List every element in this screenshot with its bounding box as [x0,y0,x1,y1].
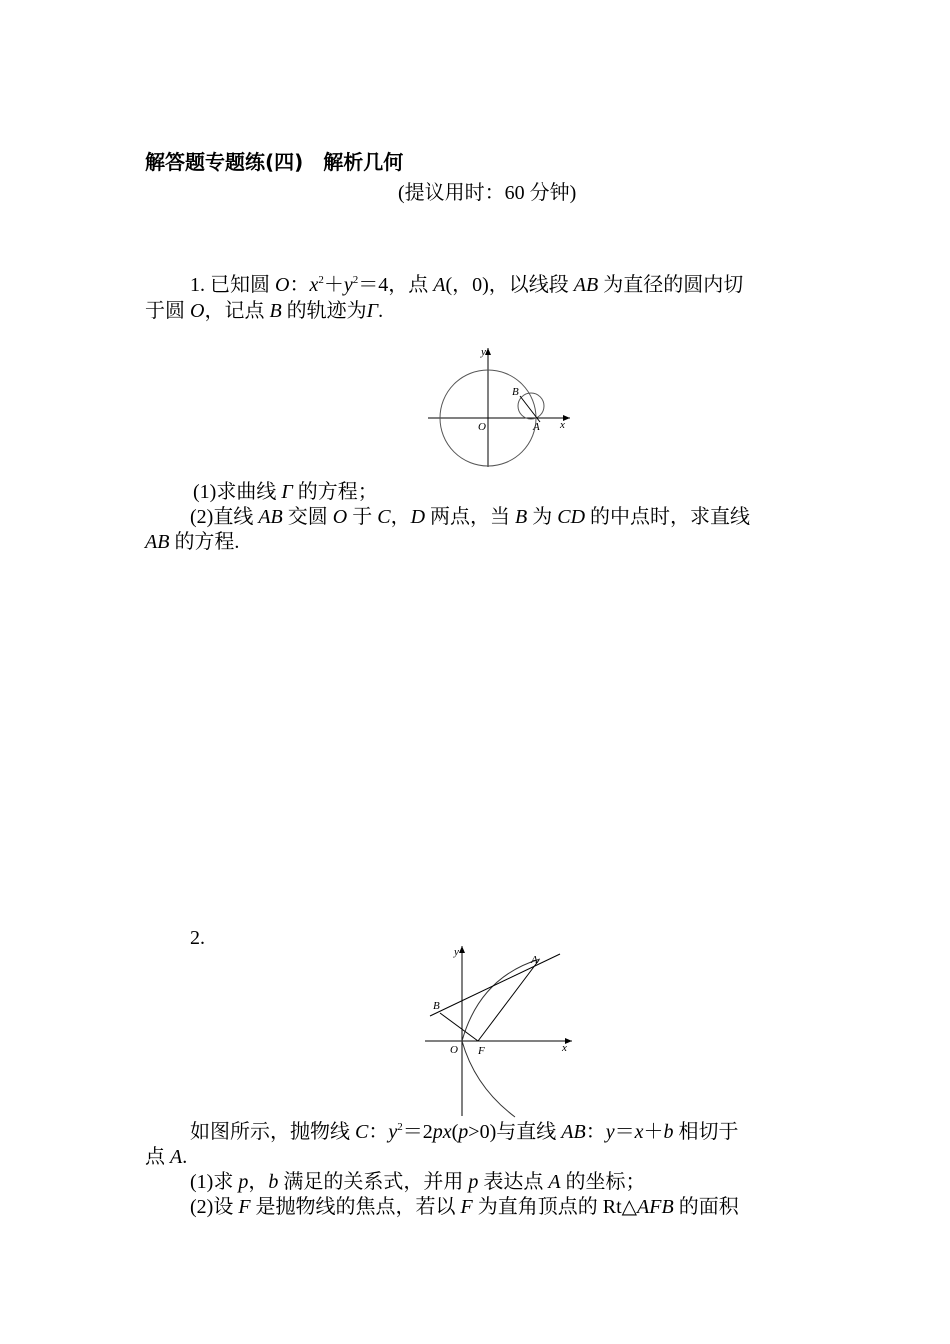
problem1-q1: (1)求曲线 Γ 的方程； [193,481,378,503]
problem1-q2-line1: (2)直线 AB 交圆 O 于 C，D 两点，当 B 为 CD 的中点时，求直线 [190,506,751,528]
fig1-label-B: B [512,386,519,398]
problem2-q2: (2)设 F 是抛物线的焦点，若以 F 为直角顶点的 Rt△AFB 的面积 [190,1196,739,1218]
fig1-label-x: x [560,419,565,431]
fig1-label-A: A [533,421,540,433]
fig1-label-y: y [481,346,486,358]
fig2-label-O: O [450,1044,458,1056]
problem1-q2-line2: AB 的方程. [145,531,240,553]
problem1-line2: 于圆 O，记点 B 的轨迹为Γ. [145,300,384,322]
problem1-line1: 1. 已知圆 O：$x^2+y^2=4$，点 A(，0)，以线段 AB 为直径的圆内切 [190,274,744,296]
fig2-label-x: x [562,1042,567,1054]
suggested-time: (提议用时：60 分钟) [398,182,577,204]
fig2-label-F: F [478,1045,485,1057]
problem2-stem-line2: 点 A. [145,1146,188,1168]
fig2-label-y: y [454,946,459,958]
figure-circle [420,342,580,472]
fig1-label-O: O [478,421,486,433]
problem2-q1: (1)求 p，b 满足的关系式，并用 p 表达点 A 的坐标； [190,1171,646,1193]
fig2-label-A: A [531,954,538,966]
problem2-stem-line1: 如图所示，抛物线 C：$y^2=2px(p>0)$与直线 AB：y＝x＋b 相切于 [190,1121,739,1143]
problem2-number: 2. [190,927,205,949]
figure-parabola [420,942,580,1122]
fig2-label-B: B [433,1000,440,1012]
page-title: 解答题专题练(四) 解析几何 [145,150,404,174]
